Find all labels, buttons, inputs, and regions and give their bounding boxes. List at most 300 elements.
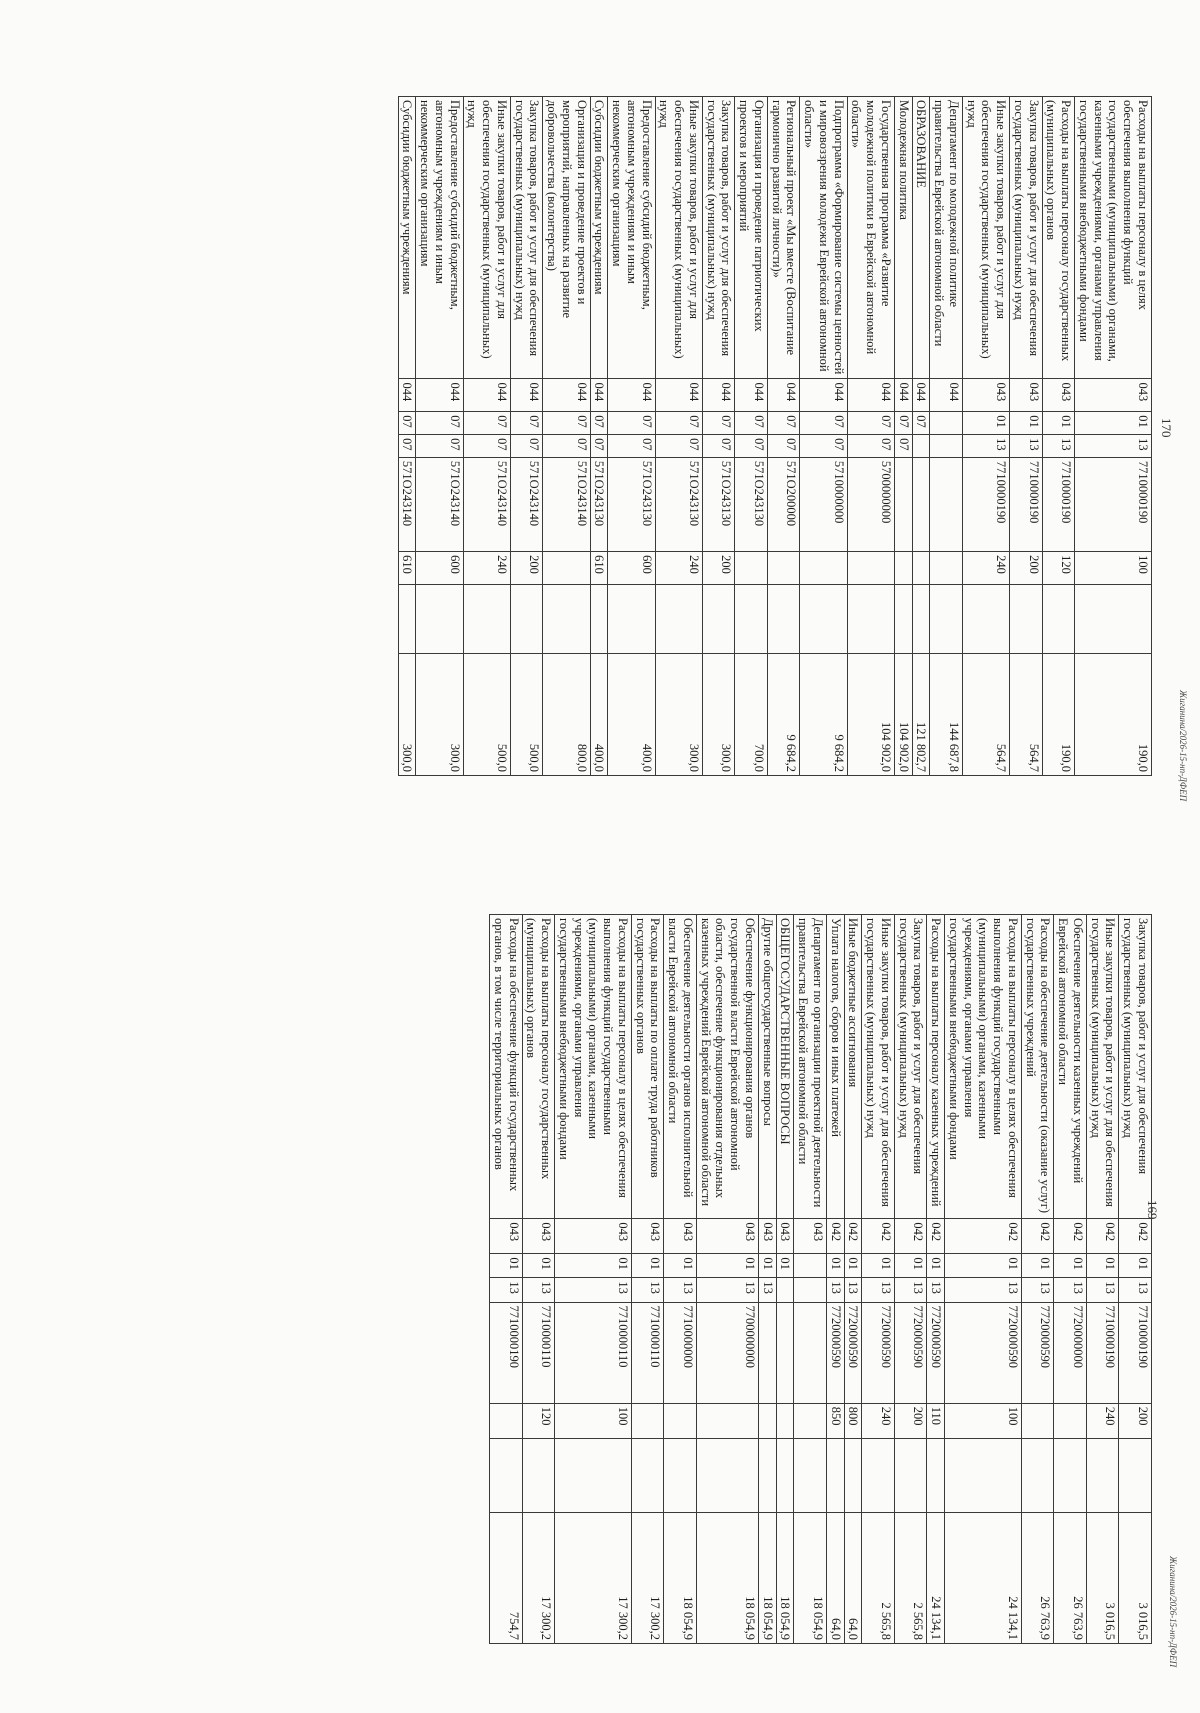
budget-table-body: [490, 915, 1152, 1644]
amount: 190,0: [1042, 654, 1075, 776]
code-section: 07: [655, 412, 702, 435]
page-number: 170: [1159, 418, 1174, 438]
code-section: 01: [1042, 412, 1075, 435]
amount: 26 763,9: [1054, 1512, 1087, 1643]
row-name: Расходы на обеспечение деятельности (оказание услуг) государственных учреждений: [1022, 915, 1055, 1219]
code-section: 07: [703, 412, 736, 435]
code-target: 7720000590: [927, 1302, 945, 1403]
code-subsection: 13: [827, 1278, 845, 1302]
code-expense-type: [735, 552, 768, 585]
spacer-cell: [827, 1438, 845, 1512]
code-section: 01: [776, 1254, 794, 1278]
spacer-cell: [703, 584, 736, 653]
table-row: [608, 97, 655, 776]
spacer-cell: [608, 584, 655, 653]
code-ministry: 042: [844, 1219, 862, 1254]
code-ministry: 044: [930, 379, 963, 412]
table-row: [398, 97, 416, 776]
row-name: Закупка товаров, работ и услуг для обеспечения государственных (муниципальных) нужд: [1010, 97, 1043, 379]
code-section: 07: [847, 412, 894, 435]
row-name: Расходы на выплаты персоналу государственных (муниципальных) органов: [1042, 97, 1075, 379]
code-subsection: 13: [759, 1278, 777, 1302]
code-ministry: 044: [463, 379, 510, 412]
code-subsection: 07: [543, 435, 590, 458]
code-expense-type: 110: [927, 1403, 945, 1438]
table-row: [768, 97, 801, 776]
spacer-cell: [398, 584, 416, 653]
code-ministry: 044: [800, 379, 847, 412]
code-section: 01: [697, 1254, 759, 1278]
code-expense-type: [800, 552, 847, 585]
table-row: [522, 915, 555, 1644]
code-section: 01: [555, 1254, 632, 1278]
spacer-cell: [697, 1438, 759, 1512]
code-subsection: 13: [963, 435, 1010, 458]
table-row: [776, 915, 794, 1644]
amount: 564,7: [963, 654, 1010, 776]
table-row: [1042, 97, 1075, 776]
code-subsection: 07: [895, 435, 913, 458]
table-row: [827, 915, 845, 1644]
amount: 190,0: [1075, 654, 1152, 776]
code-subsection: 07: [511, 435, 544, 458]
code-expense-type: 240: [963, 552, 1010, 585]
code-expense-type: 600: [416, 552, 463, 585]
code-target: 7720000590: [895, 1302, 928, 1403]
spacer-cell: [862, 1438, 895, 1512]
row-name: Расходы на обеспечение функций государственных органов, в том числе территориальных органов: [490, 915, 523, 1219]
row-name: Иные бюджетные ассигнования: [844, 915, 862, 1219]
code-section: 01: [844, 1254, 862, 1278]
code-expense-type: [847, 552, 894, 585]
amount: 3 016,5: [1119, 1512, 1152, 1643]
table-row: [590, 97, 608, 776]
code-expense-type: 610: [590, 552, 608, 585]
row-name: Иные закупки товаров, работ и услуг для обеспечения государственных (муниципальных) нужд: [963, 97, 1010, 379]
spacer-cell: [1119, 1438, 1152, 1512]
code-target: 571О243130: [703, 457, 736, 551]
spacer-cell: [927, 1438, 945, 1512]
amount: 300,0: [398, 654, 416, 776]
amount: 400,0: [590, 654, 608, 776]
row-name: Региональный проект «Мы вместе (Воспитание гармонично развитой личности)»: [768, 97, 801, 379]
code-ministry: 043: [697, 1219, 759, 1254]
code-target: 7710000190: [490, 1302, 523, 1403]
spacer-cell: [664, 1438, 697, 1512]
spacer-cell: [1042, 584, 1075, 653]
code-ministry: 044: [511, 379, 544, 412]
spacer-cell: [1010, 584, 1043, 653]
code-subsection: 13: [895, 1278, 928, 1302]
code-subsection: 07: [735, 435, 768, 458]
code-expense-type: 100: [555, 1403, 632, 1438]
table-row: [697, 915, 759, 1644]
code-section: [794, 1254, 827, 1278]
spacer-cell: [963, 584, 1010, 653]
spacer-cell: [768, 584, 801, 653]
page-169-content: [102, 914, 1152, 1644]
code-subsection: [930, 435, 963, 458]
code-subsection: [912, 435, 930, 458]
code-target: 7710000110: [555, 1302, 632, 1403]
row-name: Субсидии бюджетным учреждениям: [590, 97, 608, 379]
amount: 121 802,7: [912, 654, 930, 776]
code-subsection: 13: [664, 1278, 697, 1302]
code-section: 01: [945, 1254, 1022, 1278]
code-target: 5700000000: [847, 457, 894, 551]
code-target: 571О243130: [590, 457, 608, 551]
code-section: 01: [1119, 1254, 1152, 1278]
amount: 24 134,1: [927, 1512, 945, 1643]
spacer-cell: [543, 584, 590, 653]
spacer-cell: [655, 584, 702, 653]
code-ministry: 042: [945, 1219, 1022, 1254]
amount: 400,0: [608, 654, 655, 776]
table-row: [930, 97, 963, 776]
code-ministry: 042: [1119, 1219, 1152, 1254]
code-subsection: 13: [1042, 435, 1075, 458]
row-name: Расходы на выплаты персоналу государственных (муниципальных) органов: [522, 915, 555, 1219]
code-subsection: 07: [590, 435, 608, 458]
table-row: [416, 97, 463, 776]
code-subsection: [794, 1278, 827, 1302]
code-expense-type: [697, 1403, 759, 1438]
row-name: Подпрограмма «Формирование системы ценностей и мировоззрения молодежи Еврейской автономной области»: [800, 97, 847, 379]
code-expense-type: 800: [844, 1403, 862, 1438]
spacer-cell: [463, 584, 510, 653]
row-name: Департамент по молодежной политике правительства Еврейской автономной области: [930, 97, 963, 379]
code-expense-type: 200: [895, 1403, 928, 1438]
code-ministry: 042: [1054, 1219, 1087, 1254]
row-name: Обеспечение деятельности казенных учреждений Еврейской автономной области: [1054, 915, 1087, 1219]
amount: 24 134,1: [945, 1512, 1022, 1643]
code-ministry: 044: [768, 379, 801, 412]
code-section: 01: [927, 1254, 945, 1278]
code-target: 571О243130: [608, 457, 655, 551]
code-section: 01: [1087, 1254, 1120, 1278]
row-name: Уплата налогов, сборов и иных платежей: [827, 915, 845, 1219]
code-expense-type: 240: [463, 552, 510, 585]
spacer-cell: [895, 1438, 928, 1512]
code-subsection: 13: [1075, 435, 1152, 458]
code-ministry: 044: [912, 379, 930, 412]
code-expense-type: 120: [522, 1403, 555, 1438]
row-name: Предоставление субсидий бюджетным, автономным учреждениям и иным некоммерческим организациям: [608, 97, 655, 379]
code-target: [930, 457, 963, 551]
code-target: [794, 1302, 827, 1403]
code-section: 07: [768, 412, 801, 435]
code-target: 7720000590: [1022, 1302, 1055, 1403]
code-section: 07: [895, 412, 913, 435]
code-subsection: 07: [655, 435, 702, 458]
code-target: 7720000590: [827, 1302, 845, 1403]
spacer-cell: [735, 584, 768, 653]
code-section: 01: [895, 1254, 928, 1278]
code-target: 7720000590: [945, 1302, 1022, 1403]
table-row: [895, 915, 928, 1644]
code-target: 571О243140: [543, 457, 590, 551]
code-expense-type: 200: [1010, 552, 1043, 585]
amount: 104 902,0: [847, 654, 894, 776]
code-section: 01: [759, 1254, 777, 1278]
code-ministry: 043: [632, 1219, 665, 1254]
spacer-cell: [912, 584, 930, 653]
code-section: 07: [735, 412, 768, 435]
spacer-cell: [800, 584, 847, 653]
code-target: 7720000000: [1054, 1302, 1087, 1403]
code-ministry: 043: [759, 1219, 777, 1254]
row-name: Расходы на выплаты по оплате труда работников государственных органов: [632, 915, 665, 1219]
code-expense-type: [1054, 1403, 1087, 1438]
code-section: 01: [963, 412, 1010, 435]
code-target: 571О200000: [768, 457, 801, 551]
amount: 300,0: [655, 654, 702, 776]
table-row: [543, 97, 590, 776]
code-expense-type: [930, 552, 963, 585]
code-section: 07: [608, 412, 655, 435]
table-row: [655, 97, 702, 776]
code-ministry: 044: [398, 379, 416, 412]
code-subsection: 13: [844, 1278, 862, 1302]
table-row: [800, 97, 847, 776]
code-expense-type: 100: [1075, 552, 1152, 585]
code-subsection: 07: [608, 435, 655, 458]
code-ministry: 043: [555, 1219, 632, 1254]
table-row: [862, 915, 895, 1644]
spacer-cell: [776, 1438, 794, 1512]
spacer-cell: [1054, 1438, 1087, 1512]
code-subsection: 13: [632, 1278, 665, 1302]
code-ministry: 043: [963, 379, 1010, 412]
code-section: 01: [490, 1254, 523, 1278]
code-expense-type: 120: [1042, 552, 1075, 585]
code-subsection: 13: [1022, 1278, 1055, 1302]
table-row: [1075, 97, 1152, 776]
row-name: Другие общегосударственные вопросы: [759, 915, 777, 1219]
amount: 64,0: [844, 1512, 862, 1643]
code-expense-type: [543, 552, 590, 585]
table-row: [912, 97, 930, 776]
spacer-cell: [1075, 584, 1152, 653]
code-expense-type: [490, 1403, 523, 1438]
code-target: 7720000590: [844, 1302, 862, 1403]
spacer-cell: [844, 1438, 862, 1512]
amount: 3 016,5: [1087, 1512, 1120, 1643]
table-row: [844, 915, 862, 1644]
code-subsection: 13: [862, 1278, 895, 1302]
code-subsection: 07: [847, 435, 894, 458]
code-expense-type: [632, 1403, 665, 1438]
amount: 17 300,2: [555, 1512, 632, 1643]
code-section: 01: [522, 1254, 555, 1278]
spacer-cell: [794, 1438, 827, 1512]
code-ministry: 043: [1010, 379, 1043, 412]
table-row: [511, 97, 544, 776]
code-subsection: 07: [703, 435, 736, 458]
code-subsection: 13: [1087, 1278, 1120, 1302]
code-target: 7710000190: [1087, 1302, 1120, 1403]
amount: 2 565,8: [862, 1512, 895, 1643]
code-expense-type: [1022, 1403, 1055, 1438]
code-ministry: 043: [490, 1219, 523, 1254]
amount: 18 054,9: [776, 1512, 794, 1643]
amount: 300,0: [703, 654, 736, 776]
code-expense-type: 850: [827, 1403, 845, 1438]
row-name: Расходы на выплаты персоналу в целях обеспечения выполнения функций государственными (муниципальными) органами, казенными учреждениями, органами управления государственными внебюджетными фондами: [945, 915, 1022, 1219]
code-section: 07: [912, 412, 930, 435]
code-target: 7710000190: [1042, 457, 1075, 551]
footer-note: Жиганина/2026-15-нп-ДФЕП: [1168, 1556, 1178, 1668]
table-row: [1087, 915, 1120, 1644]
code-target: 571О243130: [735, 457, 768, 551]
code-section: 07: [543, 412, 590, 435]
code-expense-type: 100: [945, 1403, 1022, 1438]
table-row: [703, 97, 736, 776]
code-subsection: 13: [1119, 1278, 1152, 1302]
amount: 9 684,2: [800, 654, 847, 776]
code-subsection: 13: [555, 1278, 632, 1302]
row-name: Организация и проведение патриотических проектов и мероприятий: [735, 97, 768, 379]
code-expense-type: 240: [655, 552, 702, 585]
code-section: 01: [827, 1254, 845, 1278]
row-name: Обеспечение функционирования органов государственной власти Еврейской автономной области, обеспечение функционирования отдельных казенных учреждений Еврейской автономной области: [697, 915, 759, 1219]
page-170-content: [102, 96, 1152, 776]
code-ministry: 042: [927, 1219, 945, 1254]
spacer-cell: [945, 1438, 1022, 1512]
code-section: 01: [632, 1254, 665, 1278]
amount: 800,0: [543, 654, 590, 776]
budget-table-body: [398, 97, 1151, 776]
table-row: [463, 97, 510, 776]
amount: 2 565,8: [895, 1512, 928, 1643]
code-expense-type: 240: [1087, 1403, 1120, 1438]
table-row: [632, 915, 665, 1644]
code-ministry: 043: [664, 1219, 697, 1254]
code-target: 7710000190: [1119, 1302, 1152, 1403]
code-ministry: 044: [655, 379, 702, 412]
table-row: [1054, 915, 1087, 1644]
code-target: 7710000190: [1010, 457, 1043, 551]
spacer-cell: [1022, 1438, 1055, 1512]
table-row: [1119, 915, 1152, 1644]
code-subsection: 07: [768, 435, 801, 458]
row-name: Закупка товаров, работ и услуг для обеспечения государственных (муниципальных) нужд: [511, 97, 544, 379]
amount: 17 300,2: [632, 1512, 665, 1643]
row-name: ОБЩЕГОСУДАРСТВЕННЫЕ ВОПРОСЫ: [776, 915, 794, 1219]
spacer-cell: [490, 1438, 523, 1512]
code-target: [895, 457, 913, 551]
code-ministry: 044: [590, 379, 608, 412]
code-ministry: 042: [1087, 1219, 1120, 1254]
code-expense-type: [895, 552, 913, 585]
code-expense-type: [768, 552, 801, 585]
code-section: 07: [416, 412, 463, 435]
amount: 144 687,8: [930, 654, 963, 776]
table-row: [847, 97, 894, 776]
amount: 104 902,0: [895, 654, 913, 776]
code-target: [759, 1302, 777, 1403]
code-section: 01: [1075, 412, 1152, 435]
row-name: Молодежная политика: [895, 97, 913, 379]
row-name: Расходы на выплаты персоналу в целях обеспечения выполнения функций государственными (муниципальными) органами, казенными учреждениями, органами управления государственными внебюджетными фондами: [1075, 97, 1152, 379]
code-section: 01: [1022, 1254, 1055, 1278]
code-section: 01: [1054, 1254, 1087, 1278]
code-target: 7710000110: [522, 1302, 555, 1403]
code-subsection: 07: [800, 435, 847, 458]
code-section: 07: [590, 412, 608, 435]
code-subsection: 13: [1054, 1278, 1087, 1302]
code-expense-type: [776, 1403, 794, 1438]
table-row: [735, 97, 768, 776]
table-row: [759, 915, 777, 1644]
amount: 500,0: [511, 654, 544, 776]
code-subsection: 13: [927, 1278, 945, 1302]
spacer-cell: [1087, 1438, 1120, 1512]
code-ministry: 043: [776, 1219, 794, 1254]
spacer-cell: [511, 584, 544, 653]
row-name: Расходы на выплаты персоналу казенных учреждений: [927, 915, 945, 1219]
page-number: 169: [1145, 1200, 1160, 1220]
amount: 18 054,9: [759, 1512, 777, 1643]
code-target: 7720000590: [862, 1302, 895, 1403]
footer-note: Жиганина/2026-15-нп-ДФЕП: [1178, 690, 1188, 802]
code-ministry: 044: [543, 379, 590, 412]
code-target: 571О243140: [511, 457, 544, 551]
code-target: 571О243130: [655, 457, 702, 551]
amount: 18 054,9: [664, 1512, 697, 1643]
code-subsection: 13: [522, 1278, 555, 1302]
code-target: 571О243140: [463, 457, 510, 551]
code-target: 5710000000: [800, 457, 847, 551]
code-ministry: 043: [1075, 379, 1152, 412]
code-expense-type: 240: [862, 1403, 895, 1438]
code-expense-type: [664, 1403, 697, 1438]
code-target: 7700000000: [697, 1302, 759, 1403]
row-name: Закупка товаров, работ и услуг для обеспечения государственных (муниципальных) нужд: [1119, 915, 1152, 1219]
row-name: Расходы на выплаты персоналу в целях обеспечения выполнения функций государственными (муниципальными) органами, казенными учреждениями, органами управления государственными внебюджетными фондами: [555, 915, 632, 1219]
row-name: Иные закупки товаров, работ и услуг для обеспечения государственных (муниципальных) нужд: [1087, 915, 1120, 1219]
table-row: [794, 915, 827, 1644]
code-target: 571О243140: [416, 457, 463, 551]
code-ministry: 044: [895, 379, 913, 412]
table-row: [895, 97, 913, 776]
spacer-cell: [632, 1438, 665, 1512]
table-row: [927, 915, 945, 1644]
spacer-cell: [847, 584, 894, 653]
code-ministry: 044: [735, 379, 768, 412]
table-row: [664, 915, 697, 1644]
code-ministry: 042: [827, 1219, 845, 1254]
row-name: Субсидии бюджетным учреждениям: [398, 97, 416, 379]
code-ministry: 042: [1022, 1219, 1055, 1254]
row-name: Закупка товаров, работ и услуг для обеспечения государственных (муниципальных) нужд: [703, 97, 736, 379]
code-expense-type: 200: [1119, 1403, 1152, 1438]
amount: 26 763,9: [1022, 1512, 1055, 1643]
code-section: 01: [862, 1254, 895, 1278]
table-row: [945, 915, 1022, 1644]
code-ministry: 043: [1042, 379, 1075, 412]
table-row: [1010, 97, 1043, 776]
spacer-cell: [555, 1438, 632, 1512]
table-row: [555, 915, 632, 1644]
code-ministry: 044: [847, 379, 894, 412]
spacer-cell: [416, 584, 463, 653]
row-name: Иные закупки товаров, работ и услуг для обеспечения государственных (муниципальных) нужд: [862, 915, 895, 1219]
code-subsection: 07: [416, 435, 463, 458]
code-expense-type: [794, 1403, 827, 1438]
code-target: 7710000110: [632, 1302, 665, 1403]
code-subsection: [776, 1278, 794, 1302]
